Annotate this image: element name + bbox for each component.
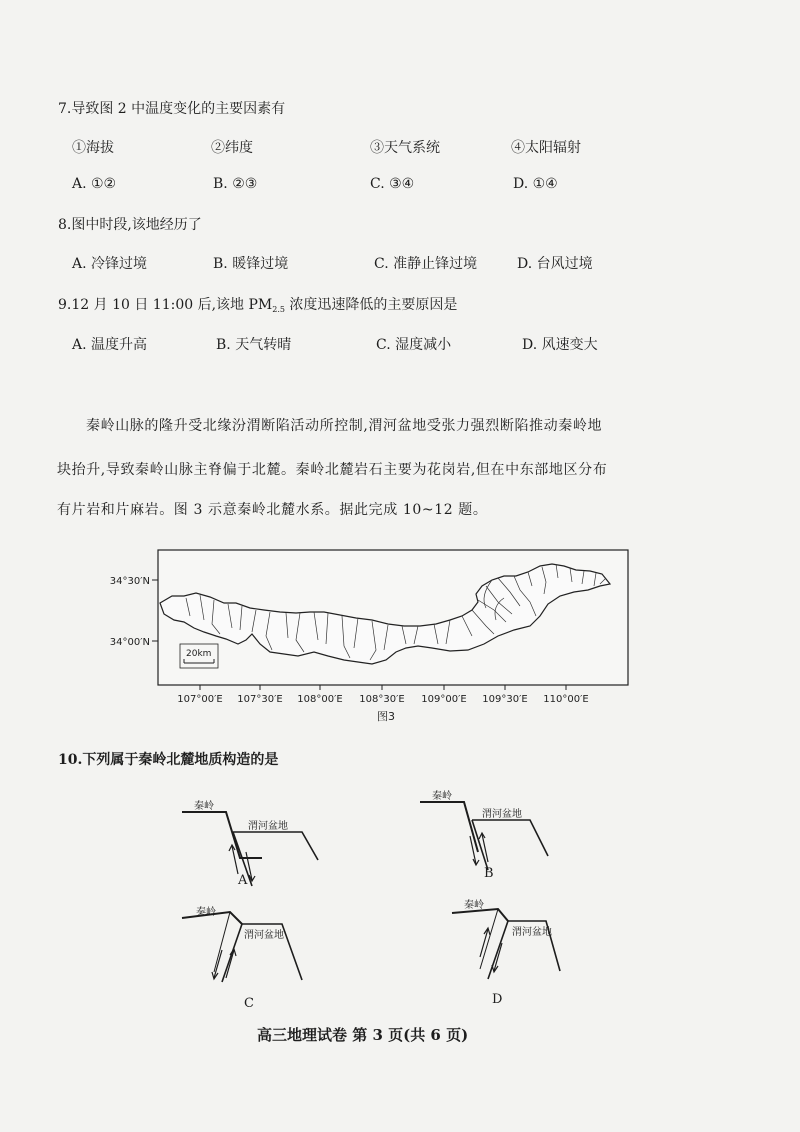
diagram-a-mountain: 秦岭 [194, 801, 214, 812]
q7-item-2: ②纬度 [211, 140, 253, 156]
q7-item-4: ④太阳辐射 [511, 140, 581, 156]
q8-stem: 8.图中时段,该地经历了 [58, 217, 202, 233]
lat-label-3430: 34°30′N [109, 576, 150, 587]
diagram-d-basin: 渭河盆地 [512, 927, 552, 938]
lon-label-11000: 110°00′E [543, 694, 589, 705]
q7-option-a: A. ①② [72, 176, 117, 192]
lon-label-10700: 107°00′E [177, 694, 223, 705]
diagram-c-mountain: 秦岭 [196, 907, 216, 918]
diagram-d-letter: D [492, 992, 503, 1007]
page-footer: 高三地理试卷 第 3 页(共 6 页) [257, 1026, 469, 1044]
scale-bar [180, 644, 218, 668]
diagram-a-basin: 渭河盆地 [248, 821, 288, 832]
q8-option-c: C. 准静止锋过境 [374, 256, 478, 272]
q10-stem: 10.下列属于秦岭北麓地质构造的是 [58, 752, 279, 768]
lon-label-10800: 108°00′E [297, 694, 343, 705]
diagram-a-letter: A [238, 873, 248, 888]
fault-block-b [420, 802, 478, 852]
q7-stem: 7.导致图 2 中温度变化的主要因素有 [58, 101, 286, 117]
diagram-a [178, 800, 328, 890]
diagram-c-basin: 渭河盆地 [244, 930, 284, 941]
diagram-c-letter: C [244, 996, 254, 1011]
lon-label-10930: 109°30′E [482, 694, 528, 705]
lon-label-10830: 108°30′E [359, 694, 405, 705]
q9-stem: 9.12 月 10 日 11:00 后,该地 $PM_{2.5}$ 浓度迅速降低的主要原因是 [58, 297, 458, 314]
passage-line-2: 块抬升,导致秦岭山脉主脊偏于北麓。秦岭北麓岩石主要为花岗岩,但在中东部地区分布 [57, 462, 608, 478]
diagram-c [178, 902, 328, 992]
diagram-b-basin: 渭河盆地 [482, 809, 522, 820]
q8-option-d: D. 台风过境 [517, 256, 593, 272]
figure-3-map [100, 540, 640, 725]
lon-label-10900: 109°00′E [421, 694, 467, 705]
scale-label: 20km [186, 649, 212, 659]
q8-option-a: A. 冷锋过境 [72, 256, 148, 272]
lat-label-3400: 34°00′N [109, 637, 150, 648]
q9-option-a: A. 温度升高 [72, 337, 148, 353]
q9-option-d: D. 风速变大 [522, 337, 598, 353]
fault-block-a [182, 812, 262, 858]
diagram-b-letter: B [484, 866, 494, 881]
figure-3-caption: 图3 [377, 710, 395, 723]
q8-option-b: B. 暖锋过境 [213, 256, 289, 272]
q9-option-c: C. 湿度减小 [376, 337, 452, 353]
q7-item-1: ①海拔 [72, 140, 114, 156]
passage-line-3: 有片岩和片麻岩。图 3 示意秦岭北麓水系。据此完成 10~12 题。 [57, 502, 488, 518]
q9-option-b: B. 天气转晴 [216, 337, 292, 353]
q7-option-d: D. ①④ [513, 176, 558, 192]
q7-option-b: B. ②③ [213, 176, 258, 192]
diagram-d-mountain: 秦岭 [464, 900, 484, 911]
diagram-b-mountain: 秦岭 [432, 791, 452, 802]
q7-option-c: C. ③④ [370, 176, 415, 192]
lon-label-10730: 107°30′E [237, 694, 283, 705]
q7-item-3: ③天气系统 [370, 140, 440, 156]
diagram-d [450, 895, 600, 985]
passage-line-1: 秦岭山脉的隆升受北缘汾渭断陷活动所控制,渭河盆地受张力强烈断陷推动秦岭地 [86, 418, 603, 434]
